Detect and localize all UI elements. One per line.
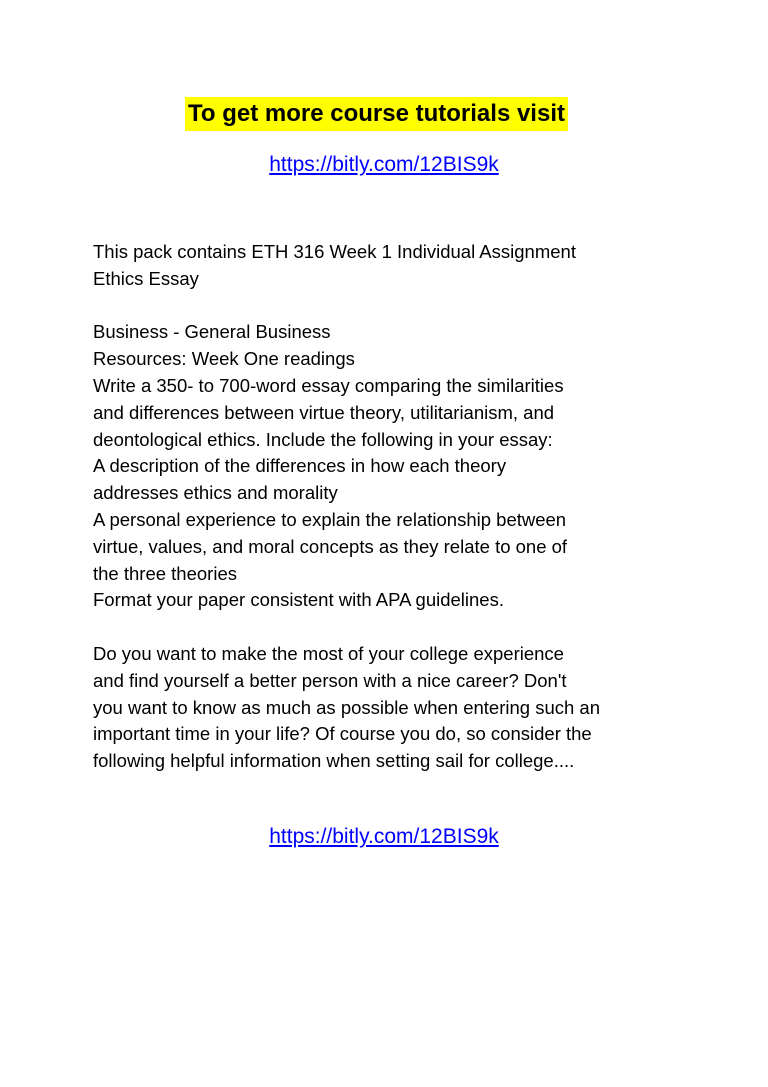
promo-line: you want to know as much as possible when entering such an [93, 696, 600, 718]
promo-paragraph [93, 641, 693, 775]
assignment-line: Resources: Week One readings [93, 348, 355, 370]
tutorial-link-top[interactable]: https://bitly.com/12BIS9k [269, 153, 499, 176]
assignment-line: and differences between virtue theory, utilitarianism, and [93, 401, 555, 423]
assignment-line: the three theories [93, 562, 237, 584]
promo-line: important time in your life? Of course you do, so consider the [93, 723, 592, 745]
promo-line: following helpful information when setting sail for college.... [93, 750, 575, 772]
tutorial-link-bottom[interactable]: https://bitly.com/12BIS9k [269, 825, 499, 848]
intro-line: This pack contains ETH 316 Week 1 Individual Assignment [93, 241, 576, 262]
intro-paragraph [93, 239, 693, 293]
page-heading: To get more course tutorials visit [185, 97, 568, 131]
assignment-paragraph [93, 319, 693, 614]
assignment-line: Business - General Business [93, 321, 331, 343]
heading-container [0, 97, 768, 131]
document-body [93, 239, 693, 775]
promo-line: and find yourself a better person with a nice career? Don't [93, 669, 567, 691]
bottom-link-container [0, 822, 768, 852]
assignment-line: addresses ethics and morality [93, 482, 338, 504]
assignment-line: A personal experience to explain the relationship between [93, 508, 567, 530]
promo-line: Do you want to make the most of your college experience [93, 642, 564, 664]
assignment-line: Write a 350- to 700-word essay comparing the similarities [93, 374, 564, 396]
assignment-line: deontological ethics. Include the following in your essay: [93, 428, 553, 450]
intro-line: Ethics Essay [93, 267, 199, 289]
assignment-line: virtue, values, and moral concepts as they relate to one of [93, 535, 568, 557]
assignment-line: A description of the differences in how each theory [93, 455, 507, 477]
assignment-line: Format your paper consistent with APA guidelines. [93, 589, 504, 611]
top-link-container [0, 150, 768, 180]
